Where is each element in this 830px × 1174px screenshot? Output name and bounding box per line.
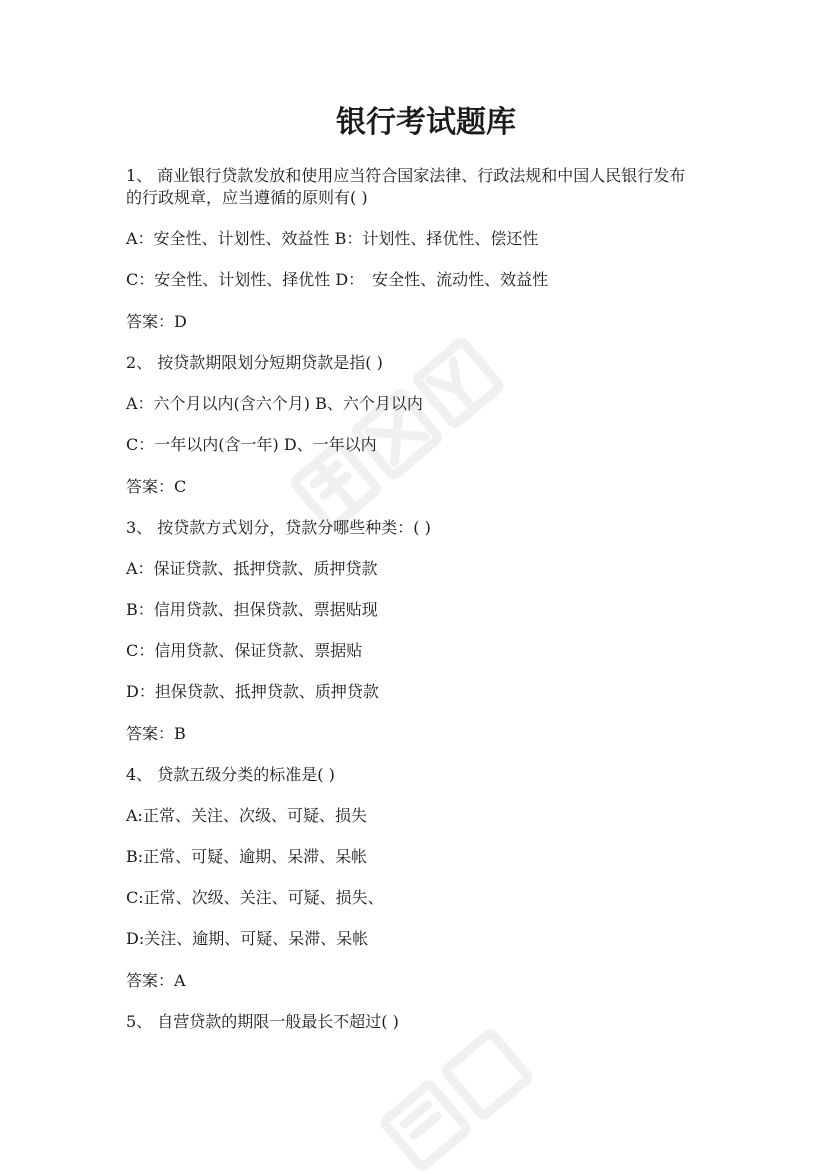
question-5-text: 5、 自营贷款的期限一般最长不超过( ) (126, 1012, 399, 1031)
document-title: 银行考试题库 (336, 105, 516, 140)
question-3-option-a: A：保证贷款、抵押贷款、质押贷款 (126, 559, 378, 578)
question-4-option-d: D:关注、逾期、可疑、呆滞、呆帐 (126, 929, 369, 948)
question-2-options-cd: C：一年以内(含一年) D、一年以内 (126, 435, 377, 454)
question-3-text: 3、 按贷款方式划分，贷款分哪些种类：( ) (126, 518, 431, 537)
question-2-options-ab: A：六个月以内(含六个月) B、六个月以内 (126, 394, 423, 413)
question-1-answer: 答案：D (126, 312, 187, 331)
question-3-option-c: C：信用贷款、保证贷款、票据贴 (126, 641, 363, 660)
question-2-answer: 答案：C (126, 477, 187, 496)
question-1-options-cd: C：安全性、计划性、择优性 D： 安全性、流动性、效益性 (126, 270, 549, 289)
question-1-options-ab: A：安全性、计划性、效益性 B：计划性、择优性、偿还性 (126, 229, 539, 248)
question-2-text: 2、 按贷款期限划分短期贷款是指( ) (126, 353, 383, 372)
question-4-answer: 答案：A (126, 971, 186, 990)
question-4-option-a: A:正常、关注、次级、可疑、损失 (126, 806, 367, 825)
question-4-text: 4、 贷款五级分类的标准是( ) (126, 765, 335, 784)
question-3-answer: 答案：B (126, 724, 186, 743)
question-1-text-cont: 的行政规章，应当遵循的原则有( ) (126, 188, 368, 207)
question-3-option-b: B：信用贷款、担保贷款、票据贴现 (126, 600, 378, 619)
question-4-option-b: B:正常、可疑、逾期、呆滞、呆帐 (126, 847, 368, 866)
question-1-text: 1、 商业银行贷款发放和使用应当符合国家法律、行政法规和中国人民银行发布 (126, 166, 686, 185)
question-4-option-c: C:正常、次级、关注、可疑、损失、 (126, 888, 384, 907)
question-3-option-d: D：担保贷款、抵押贷款、质押贷款 (126, 682, 379, 701)
